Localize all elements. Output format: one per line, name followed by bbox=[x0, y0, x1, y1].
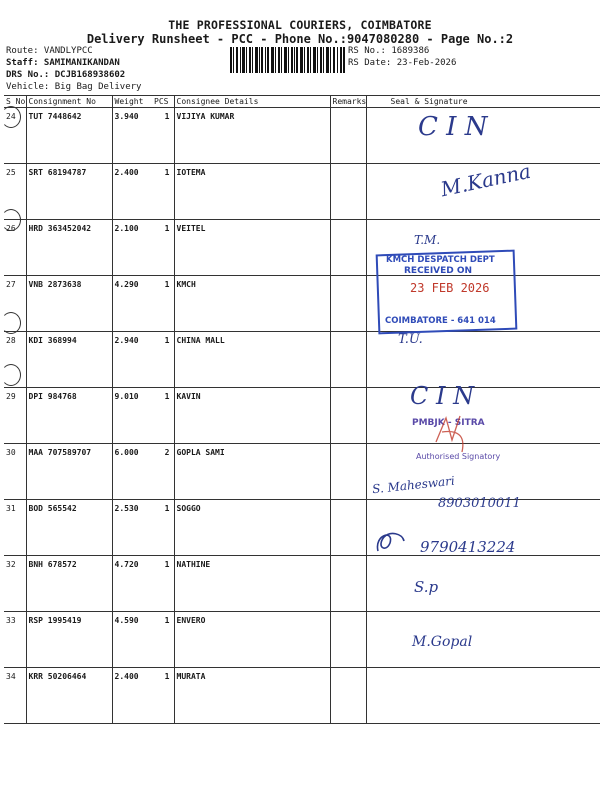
cell-pcs: 1 bbox=[152, 500, 174, 556]
cell-seal bbox=[366, 556, 600, 612]
cell-pcs: 1 bbox=[152, 668, 174, 724]
stamp-kmch-city: COIMBATORE - 641 014 bbox=[385, 316, 496, 326]
cell-consignment: TUT 7448642 bbox=[26, 108, 112, 164]
phone-row-32: 9790413224 bbox=[420, 538, 516, 556]
cell-pcs: 1 bbox=[152, 332, 174, 388]
circle-mark bbox=[1, 312, 21, 334]
cell-sno: 27 bbox=[4, 276, 26, 332]
cell-remarks bbox=[330, 556, 366, 612]
cell-weight: 9.010 bbox=[112, 388, 152, 444]
table-header-row bbox=[4, 96, 600, 108]
cell-sno: 33 bbox=[4, 612, 26, 668]
cell-remarks bbox=[330, 388, 366, 444]
cell-consignee: NATHINE bbox=[174, 556, 330, 612]
phone-row-31: 8903010011 bbox=[438, 496, 521, 511]
stamp-kmch-date: 23 FEB 2026 bbox=[410, 281, 490, 295]
cell-consignee: KAVIN bbox=[174, 388, 330, 444]
table-row bbox=[4, 332, 600, 388]
cell-consignee: IOTEMA bbox=[174, 164, 330, 220]
cell-sno: 25 bbox=[4, 164, 26, 220]
circle-mark bbox=[1, 209, 21, 231]
cell-sno: 34 bbox=[4, 668, 26, 724]
cell-remarks bbox=[330, 108, 366, 164]
circle-mark bbox=[1, 364, 21, 386]
cell-remarks bbox=[330, 612, 366, 668]
rs-date: RS Date: 23-Feb-2026 bbox=[348, 58, 457, 68]
cell-remarks bbox=[330, 668, 366, 724]
cell-weight: 4.290 bbox=[112, 276, 152, 332]
cell-remarks bbox=[330, 220, 366, 276]
cell-weight: 3.940 bbox=[112, 108, 152, 164]
cell-remarks bbox=[330, 276, 366, 332]
cell-pcs: 1 bbox=[152, 612, 174, 668]
cell-remarks bbox=[330, 164, 366, 220]
cell-consignee: SOGGO bbox=[174, 500, 330, 556]
cell-pcs: 1 bbox=[152, 220, 174, 276]
cell-consignment: MAA 707589707 bbox=[26, 444, 112, 500]
col-consignment: Consignment No bbox=[26, 96, 112, 108]
table-row bbox=[4, 108, 600, 164]
signature-row-25: M.Kanna bbox=[438, 158, 533, 202]
cell-consignee: CHINA MALL bbox=[174, 332, 330, 388]
cell-sno: 24 bbox=[4, 108, 26, 164]
cell-weight: 4.590 bbox=[112, 612, 152, 668]
cell-consignment: KDI 368994 bbox=[26, 332, 112, 388]
cell-weight: 2.400 bbox=[112, 164, 152, 220]
cell-pcs: 1 bbox=[152, 388, 174, 444]
stamp-kmch-line2: RECEIVED ON bbox=[404, 266, 473, 276]
table-row bbox=[4, 668, 600, 724]
cell-weight: 6.000 bbox=[112, 444, 152, 500]
signature-row-28: T.U. bbox=[398, 332, 423, 347]
cell-consignment: HRD 363452042 bbox=[26, 220, 112, 276]
cell-weight: 2.530 bbox=[112, 500, 152, 556]
col-sno: S No bbox=[6, 97, 26, 106]
vehicle-label: Vehicle: Big Bag Delivery bbox=[6, 82, 142, 92]
cell-consignment: BNH 678572 bbox=[26, 556, 112, 612]
cell-weight: 2.940 bbox=[112, 332, 152, 388]
cell-seal bbox=[366, 668, 600, 724]
cell-seal bbox=[366, 388, 600, 444]
cell-weight: 4.720 bbox=[112, 556, 152, 612]
table-row bbox=[4, 612, 600, 668]
circle-mark bbox=[1, 106, 21, 128]
col-seal: Seal & Signature bbox=[366, 96, 600, 108]
cell-consignment: RSP 1995419 bbox=[26, 612, 112, 668]
cell-consignee: GOPLA SAMI bbox=[174, 444, 330, 500]
table-row bbox=[4, 556, 600, 612]
cell-pcs: 1 bbox=[152, 556, 174, 612]
cell-consignment: VNB 2873638 bbox=[26, 276, 112, 332]
document-subtitle: Delivery Runsheet - PCC - Phone No.:9047080280 - Page No.:2 bbox=[86, 32, 514, 46]
table-row bbox=[4, 388, 600, 444]
document-title: THE PROFESSIONAL COURIERS, COIMBATORE bbox=[168, 18, 432, 32]
cell-sno: 29 bbox=[4, 388, 26, 444]
cell-weight: 2.400 bbox=[112, 668, 152, 724]
cell-pcs: 2 bbox=[152, 444, 174, 500]
signature-row-24: C I N bbox=[418, 112, 488, 142]
cell-consignee: KMCH bbox=[174, 276, 330, 332]
cell-pcs: 1 bbox=[152, 108, 174, 164]
cell-sno: 31 bbox=[4, 500, 26, 556]
cell-sno: 30 bbox=[4, 444, 26, 500]
cell-remarks bbox=[330, 332, 366, 388]
rs-number: RS No.: 1689386 bbox=[348, 46, 430, 56]
col-remarks: Remarks bbox=[330, 96, 366, 108]
table-row bbox=[4, 444, 600, 500]
col-pcs: PCS bbox=[152, 96, 174, 108]
cell-sno: 32 bbox=[4, 556, 26, 612]
signature-row-31: S. Maheswari bbox=[371, 473, 456, 497]
cell-sno: 26 bbox=[4, 220, 26, 276]
cell-consignee: ENVERO bbox=[174, 612, 330, 668]
stamp-pmbjk-line1: PMBJK - SITRA bbox=[412, 418, 485, 428]
cell-remarks bbox=[330, 444, 366, 500]
runsheet-table bbox=[4, 95, 600, 724]
cell-consignee: MURATA bbox=[174, 668, 330, 724]
cell-consignee: VIJIYA KUMAR bbox=[174, 108, 330, 164]
cell-remarks bbox=[330, 500, 366, 556]
cell-consignment: BOD 565542 bbox=[26, 500, 112, 556]
col-weight: Weight bbox=[112, 96, 152, 108]
cell-weight: 2.100 bbox=[112, 220, 152, 276]
barcode bbox=[230, 47, 345, 73]
signature-row-34: M.Gopal bbox=[412, 634, 473, 650]
route-label: Route: VANDLYPCC bbox=[6, 46, 93, 56]
cell-pcs: 1 bbox=[152, 164, 174, 220]
signature-row-33: S.p bbox=[414, 578, 439, 596]
signature-row-26: T.M. bbox=[414, 233, 441, 247]
stamp-kmch-line1: KMCH DESPATCH DEPT bbox=[386, 255, 495, 265]
drs-number: DRS No.: DCJB168938602 bbox=[6, 70, 126, 80]
cell-consignment: KRR 50206464 bbox=[26, 668, 112, 724]
cell-consignment: DPI 984768 bbox=[26, 388, 112, 444]
cell-sno: 28 bbox=[4, 332, 26, 388]
cell-pcs: 1 bbox=[152, 276, 174, 332]
scribble-signature-icon bbox=[372, 527, 408, 557]
col-consignee: Consignee Details bbox=[174, 96, 330, 108]
cell-seal bbox=[366, 612, 600, 668]
cell-consignment: SRT 68194787 bbox=[26, 164, 112, 220]
cell-consignee: VEITEL bbox=[174, 220, 330, 276]
signature-row-30: C I N bbox=[410, 382, 475, 410]
stamp-pmbjk-line2: Authorised Signatory bbox=[416, 452, 501, 461]
scribble-signature-icon bbox=[432, 412, 472, 456]
staff-label: Staff: SAMIMANIKANDAN bbox=[6, 58, 120, 68]
